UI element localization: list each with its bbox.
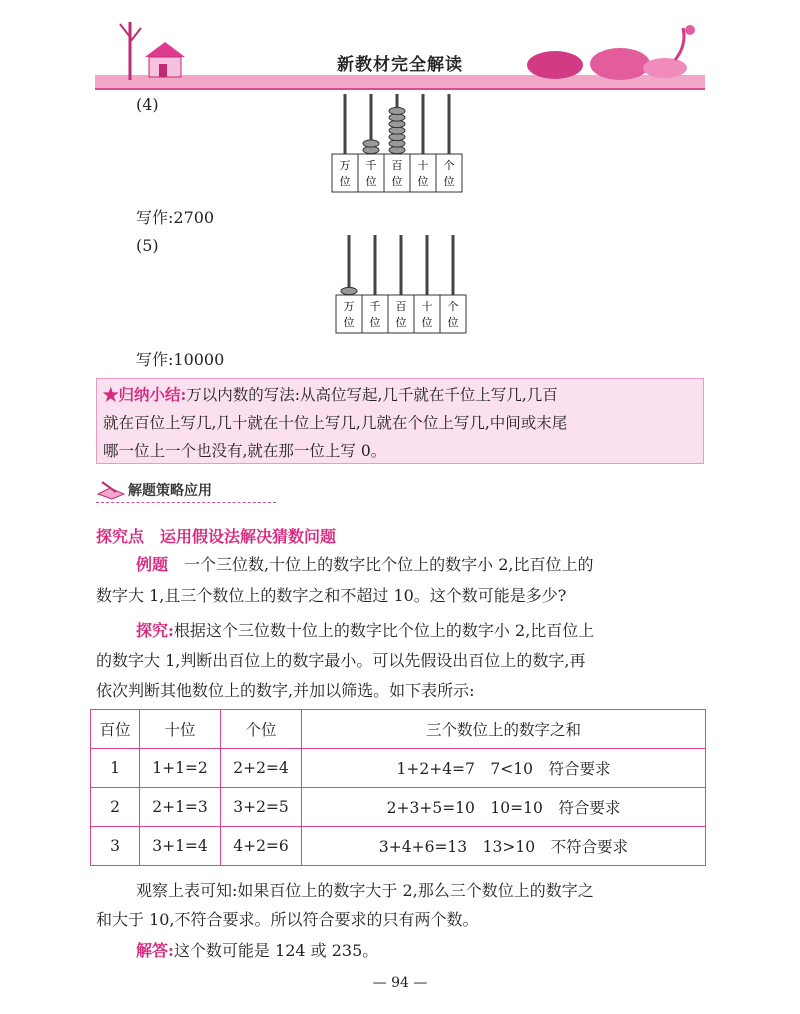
abacus-bead — [341, 287, 357, 294]
explore-line-1: 根据这个三位数十位上的数字比个位上的数字小 2,比百位上 — [173, 621, 595, 640]
abacus-place-label: 个 — [443, 159, 455, 172]
table-row — [91, 788, 706, 827]
explore-line-2: 的数字大 1,判断出百位上的数字最小。可以先假设出百位上的数字,再 — [96, 651, 586, 670]
answer-text: 这个数可能是 124 或 235。 — [173, 941, 379, 960]
table-cell: 2+1=3 — [140, 788, 221, 827]
abacus-bead — [389, 107, 405, 114]
example-block — [136, 550, 706, 580]
abacus-place-label: 位 — [339, 175, 351, 188]
header-rule — [95, 88, 705, 90]
abacus-place-label: 千 — [365, 159, 377, 172]
table-header-cell: 百位 — [91, 710, 140, 749]
explore-line-3: 依次判断其他数位上的数字,并加以筛选。如下表所示: — [96, 681, 475, 700]
summary-box — [96, 378, 704, 464]
example-line-2: 数字大 1,且三个数位上的数字之和不超过 10。这个数可能是多少? — [96, 586, 567, 605]
explore-label: 探究: — [136, 621, 174, 640]
hypothesis-table — [90, 709, 706, 866]
abacus-place-label: 位 — [343, 316, 355, 329]
summary-line-1: 万以内数的写法:从高位写起,几千就在千位上写几,几百 — [186, 386, 558, 404]
item-5-answer: 写作:10000 — [136, 350, 225, 369]
abacus-4 — [330, 92, 490, 196]
explore-block — [136, 616, 706, 646]
table-cell: 3+1=4 — [140, 827, 221, 866]
header-title: 新教材完全解读 — [337, 55, 463, 75]
abacus-place-label: 位 — [369, 316, 381, 329]
summary-line-2: 就在百位上写几,几十就在十位上写几,几就在个位上写几,中间或末尾 — [103, 414, 568, 432]
example-line-1: 一个三位数,十位上的数字比个位上的数字小 2,比百位上的 — [184, 555, 594, 574]
table-header-cell: 三个数位上的数字之和 — [302, 710, 706, 749]
answer-block — [136, 936, 378, 966]
table-row — [91, 827, 706, 866]
explore-point-title: 探究点 运用假设法解决猜数问题 — [96, 527, 337, 546]
abacus-place-label: 千 — [369, 300, 381, 313]
abacus-5 — [334, 233, 494, 337]
abacus-place-label: 百 — [395, 300, 407, 313]
summary-title: ★归纳小结: — [103, 385, 187, 404]
item-4-label: (4) — [136, 95, 159, 114]
abacus-place-label: 个 — [447, 300, 459, 313]
example-label: 例题 — [136, 555, 169, 574]
observation-line-1: 观察上表可知:如果百位上的数字大于 2,那么三个数位上的数字之 — [136, 881, 594, 900]
item-4-answer: 写作:2700 — [136, 208, 215, 227]
table-row — [91, 749, 706, 788]
table-cell: 1+2+4=7 7<10 符合要求 — [302, 749, 706, 788]
table-cell: 1 — [91, 749, 140, 788]
item-5-label: (5) — [136, 236, 159, 255]
abacus-place-label: 位 — [417, 175, 429, 188]
table-cell: 3+4+6=13 13>10 不符合要求 — [302, 827, 706, 866]
table-cell: 1+1=2 — [140, 749, 221, 788]
table-cell: 4+2=6 — [221, 827, 302, 866]
abacus-place-label: 十 — [417, 159, 429, 172]
summary-line-3: 哪一位上一个也没有,就在那一位上写 0。 — [103, 442, 387, 460]
abacus-bead — [363, 140, 379, 147]
abacus-place-label: 位 — [365, 175, 377, 188]
abacus-place-label: 万 — [339, 159, 351, 172]
table-cell: 2+3+5=10 10=10 符合要求 — [302, 788, 706, 827]
abacus-place-label: 十 — [421, 300, 433, 313]
observation-line-2: 和大于 10,不符合要求。所以符合要求的只有两个数。 — [96, 910, 479, 929]
section-title: 解题策略应用 — [128, 483, 212, 499]
table-header-cell: 十位 — [140, 710, 221, 749]
table-cell: 3+2=5 — [221, 788, 302, 827]
table-cell: 3 — [91, 827, 140, 866]
table-header-cell: 个位 — [221, 710, 302, 749]
abacus-place-label: 位 — [421, 316, 433, 329]
abacus-place-label: 位 — [391, 175, 403, 188]
abacus-place-label: 万 — [343, 300, 355, 313]
table-cell: 2+2=4 — [221, 749, 302, 788]
answer-label: 解答: — [136, 941, 174, 960]
abacus-place-label: 百 — [391, 159, 403, 172]
abacus-place-label: 位 — [395, 316, 407, 329]
abacus-place-label: 位 — [443, 175, 455, 188]
section-divider — [96, 502, 276, 504]
abacus-place-label: 位 — [447, 316, 459, 329]
book-pen-icon — [96, 478, 126, 500]
table-cell: 2 — [91, 788, 140, 827]
page-number: — 94 — — [372, 975, 428, 991]
table-header-row — [91, 710, 706, 749]
